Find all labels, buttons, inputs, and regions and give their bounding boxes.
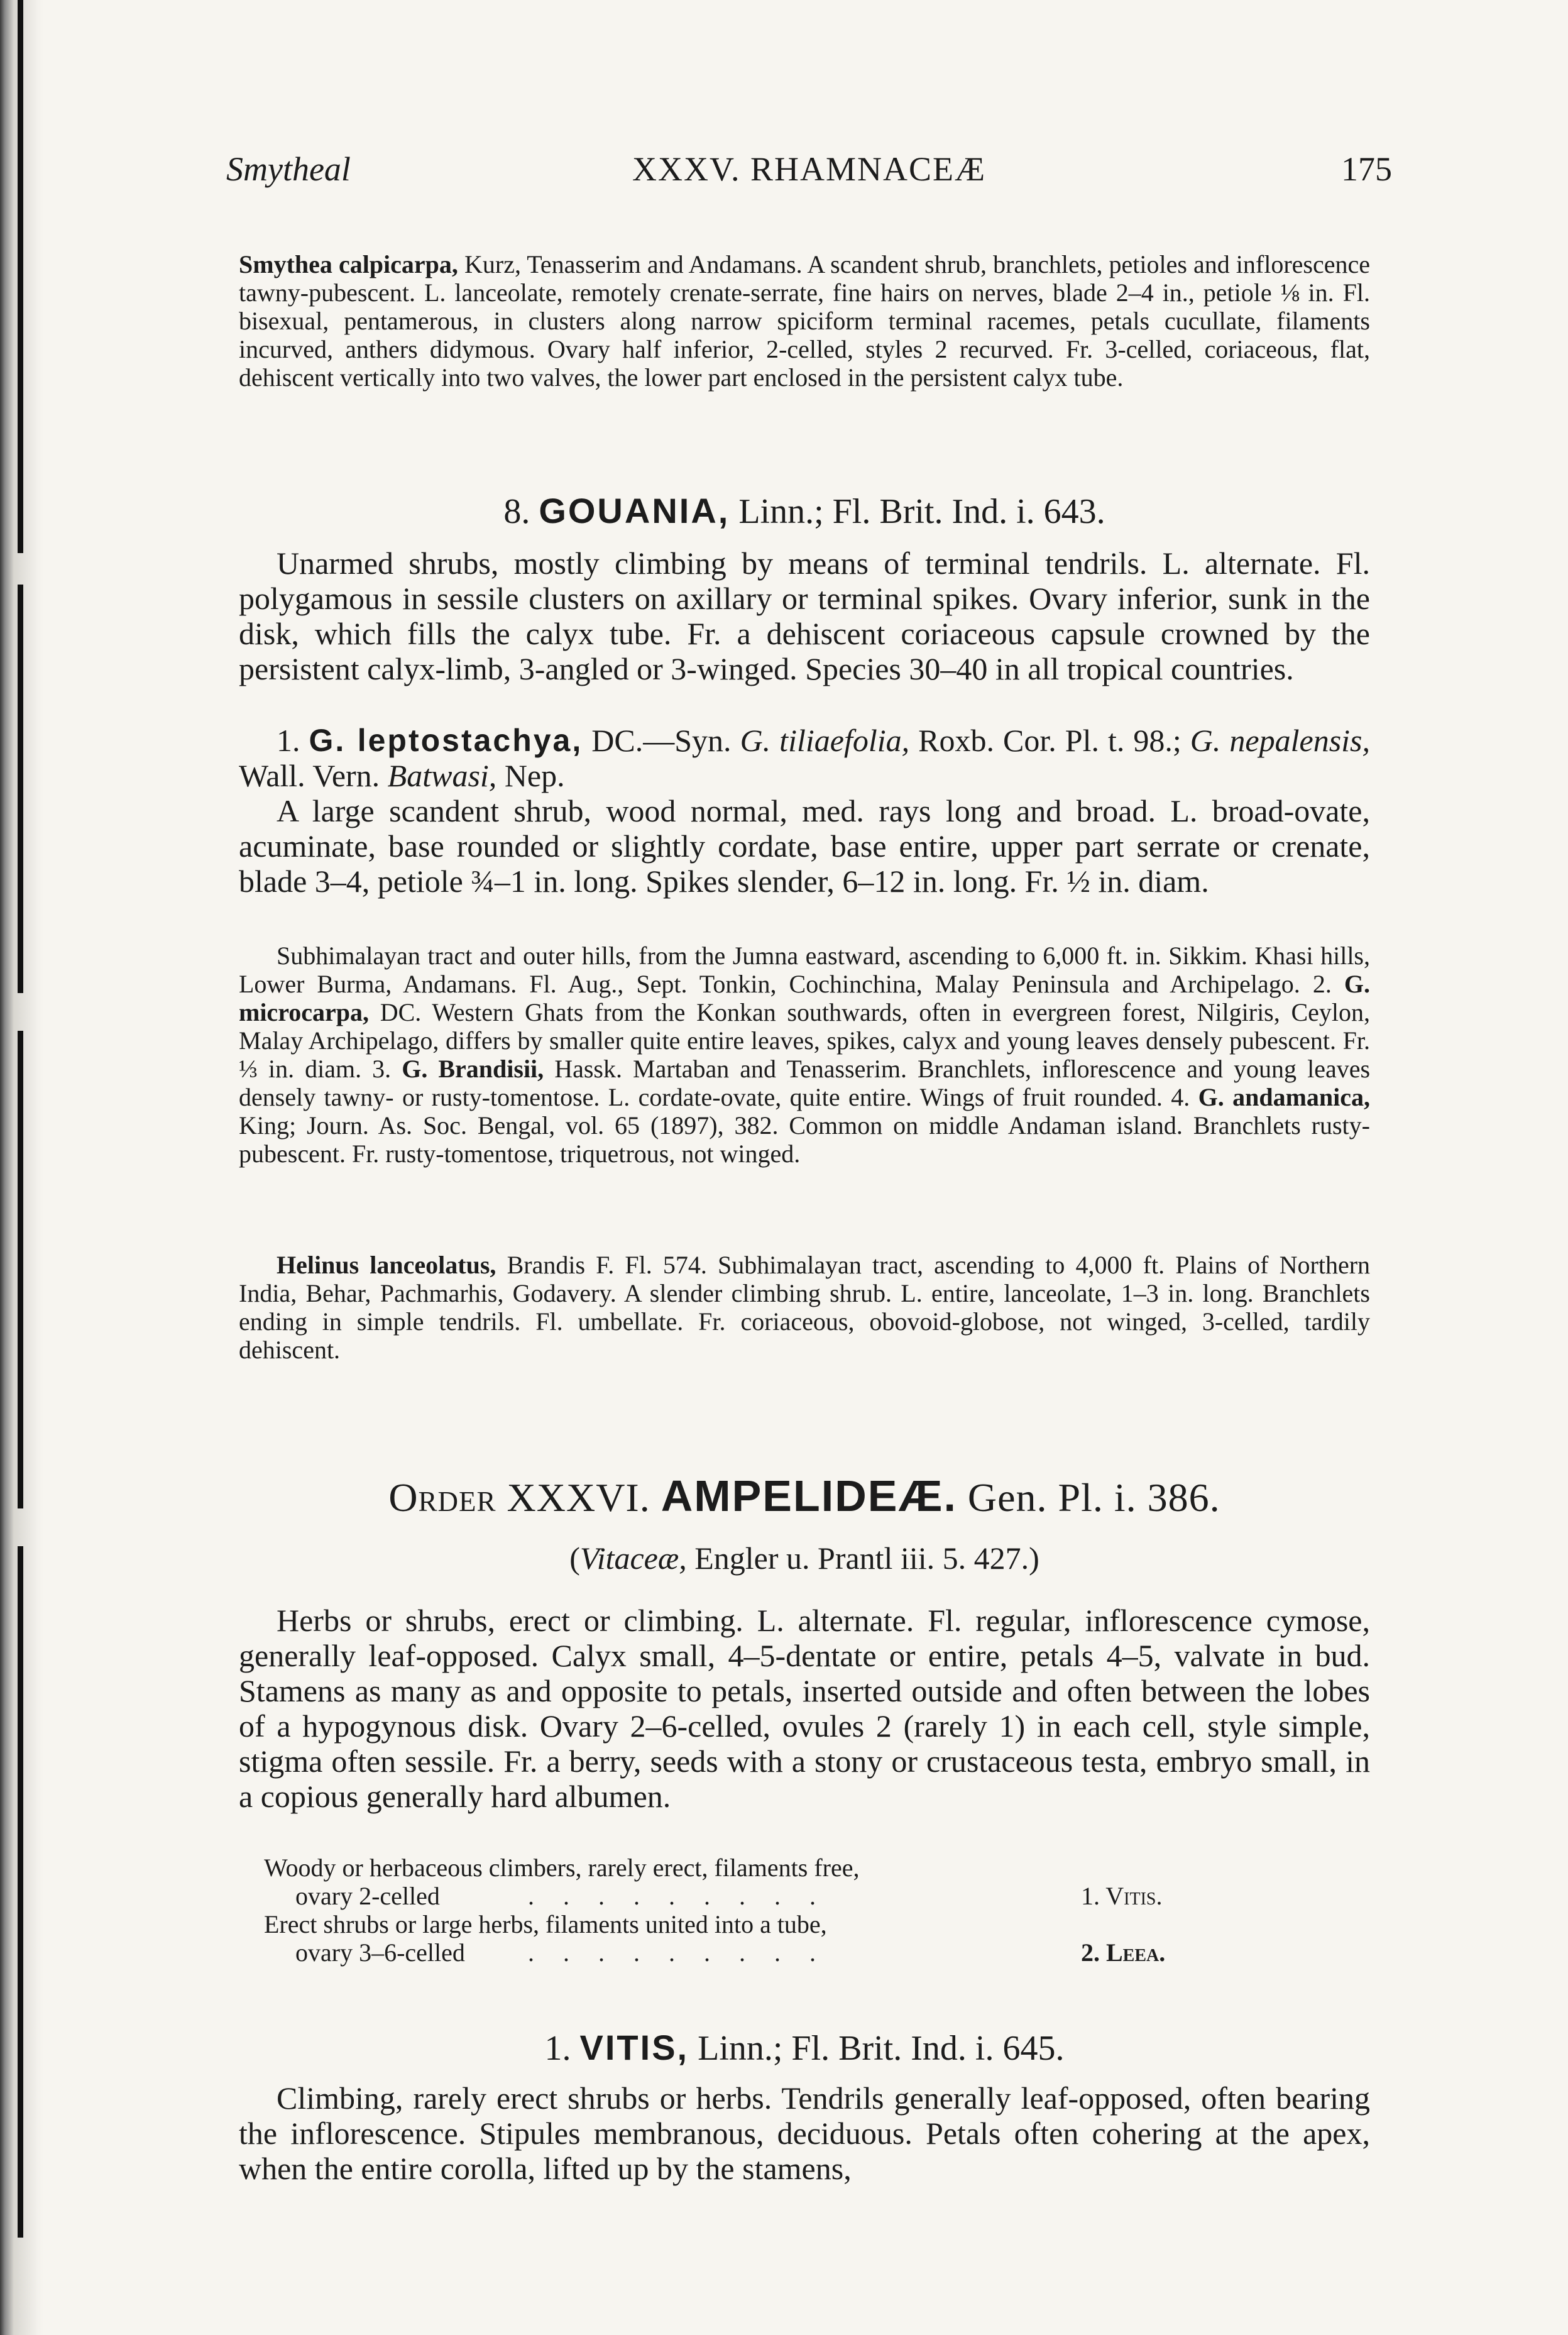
genus-description: Unarmed shrubs, mostly climbing by means of terminal tendrils. L. alternate. Fl. polygamous in sessile clusters on axillary or terminal spikes. Ovary inferior, sunk in the disk, which fills the calyx tube. Fr. a dehiscent coriaceous capsule crowned by the persistent calyx-limb, 3-angled or 3-winged. Species 30–40 in all tropical countries. bbox=[239, 546, 1370, 686]
key-entry-b bbox=[264, 1909, 1370, 1938]
genus-heading-gouania bbox=[239, 490, 1370, 532]
genus-reference: Linn.; Fl. Brit. Ind. i. 645. bbox=[698, 2029, 1065, 2068]
book-binding-edge bbox=[0, 0, 44, 2335]
species-name: Helinus lanceolatus, bbox=[277, 1251, 496, 1279]
order-description bbox=[239, 1603, 1370, 1814]
order-heading bbox=[239, 1471, 1370, 1521]
key-entry-b-cont bbox=[264, 1938, 1370, 1966]
species-leptostachya bbox=[239, 723, 1370, 899]
gouania-description bbox=[239, 546, 1370, 686]
species-authority: DC.—Syn. bbox=[591, 723, 732, 758]
species-number: 1. bbox=[277, 723, 300, 758]
synonym-name: Vitaceæ, bbox=[579, 1541, 687, 1576]
genus-reference: Linn.; Fl. Brit. Ind. i. 643. bbox=[738, 492, 1105, 531]
order-name: AMPELIDEÆ. bbox=[661, 1471, 957, 1520]
binding-rule bbox=[18, 1546, 23, 2238]
vitis-description bbox=[239, 2080, 1370, 2186]
synonym-reference: Wall. Vern. bbox=[239, 758, 380, 793]
species-text: Brandis F. Fl. 574. Subhimalayan tract, ascending to 4,000 ft. Plains of Northern India, Behar, Pachmarhis, Godavery. A slender climbing shrub. L. entire, lanceolate, 1–3 in. long. Branchlets ending in simple tendrils. Fl. umbellate. Fr. coriaceous, obovoid-globose, not winged, 3-celled, tardily dehiscent. bbox=[239, 1251, 1371, 1364]
genus-number: 1. bbox=[544, 2029, 571, 2068]
key-text: ovary 2-celled bbox=[295, 1882, 440, 1910]
genus-key bbox=[264, 1853, 1370, 1966]
species-name: G. Brandisii, bbox=[402, 1055, 544, 1083]
order-label: Order XXXVI. bbox=[388, 1475, 650, 1520]
binding-rule bbox=[18, 1031, 23, 1508]
genus-description: Climbing, rarely erect shrubs or herbs. Tendrils generally leaf-opposed, often bearing the inflorescence. Stipules membranous, deciduous. Petals often cohering at the apex, when the entire corolla, lifted up by the stamens, bbox=[239, 2080, 1370, 2186]
species-name: G. andamanica, bbox=[1198, 1083, 1371, 1111]
species-description: A large scandent shrub, wood normal, med. rays long and broad. L. broad-ovate, acuminate, base rounded or slightly cordate, base entire, upper part serrate or crenate, blade 3–4, petiole ¾–1 in. long. Spikes slender, 6–12 in. long. Fr. ½ in. diam. bbox=[239, 793, 1370, 899]
genus-heading-vitis bbox=[239, 2027, 1370, 2069]
header-family: XXXV. RHAMNACEÆ bbox=[632, 150, 987, 188]
key-dots: . . . . . . . . . bbox=[528, 1938, 827, 1967]
distribution-text: Subhimalayan tract and outer hills, from the Jumna eastward, ascending to 6,000 ft. in. Sikkim. Khasi hills, Lower Burma, Andamans. Fl. Aug., Sept. Tonkin, Cochinchina, Malay Peninsula and Archipelago. 2. bbox=[239, 942, 1370, 998]
key-dots: . . . . . . . . . bbox=[528, 1882, 827, 1910]
species-note: DC. Western Ghats from the Konkan southwards, often in evergreen forest, Nilgiris, Ceylon, Malay Archipelago, differs by smaller quite entire leaves, spikes, calyx and young leaves densely pubescent. Fr. ⅓ in. diam. 3. bbox=[239, 998, 1371, 1083]
species-name: G. leptostachya, bbox=[309, 723, 583, 758]
species-text: Kurz, Tenasserim and Andamans. A scandent shrub, branchlets, petioles and inflorescence tawny-pubescent. L. lanceolate, remotely crenate-serrate, fine hairs on nerves, blade 2–4 in., petiole ⅛ in. Fl. bisexual, pentamerous, in clusters along narrow spiciform terminal racemes, petals cucullate, filaments incurved, anthers didymous. Ovary half inferior, 2-celled, styles 2 recurved. Fr. 3-celled, coriaceous, flat, dehiscent vertically into two valves, the lower part enclosed in the persistent calyx tube. bbox=[239, 250, 1370, 392]
binding-rule bbox=[18, 0, 23, 553]
helinus-paragraph bbox=[239, 1251, 1370, 1364]
synonym-name: G. nepalensis, bbox=[1190, 723, 1371, 758]
key-entry-a-cont bbox=[264, 1881, 1370, 1909]
order-synonym: (Vitaceæ, Engler u. Prantl iii. 5. 427.) bbox=[569, 1541, 1039, 1576]
running-header bbox=[226, 150, 1392, 194]
species-note: King; Journ. As. Soc. Bengal, vol. 65 (1897), 382. Common on middle Andaman island. Branchlets rusty-pubescent. Fr. rusty-tomentose, triquetrous, not winged. bbox=[239, 1111, 1370, 1168]
species-name: G. microcarpa, bbox=[239, 970, 1370, 1026]
species-name: Smythea calpicarpa, bbox=[239, 250, 458, 278]
species-note: Hassk. Martaban and Tenasserim. Branchlets, inflorescence and young leaves densely tawny- or rusty-tomentose. L. cordate-ovate, quite entire. Wings of fruit rounded. 4. bbox=[239, 1055, 1371, 1111]
key-result: 2. Leea. bbox=[1081, 1938, 1166, 1967]
key-text: Woody or herbaceous climbers, rarely erect, filaments free, bbox=[264, 1854, 860, 1882]
key-entry-a bbox=[264, 1853, 1370, 1881]
vernacular-language: Nep. bbox=[504, 758, 565, 793]
leptostachya-notes bbox=[239, 942, 1370, 1168]
synonym-reference: Engler u. Prantl iii. 5. 427.) bbox=[694, 1541, 1039, 1576]
genus-number: 8. bbox=[503, 492, 530, 531]
key-text: Erect shrubs or large herbs, filaments united into a tube, bbox=[264, 1910, 827, 1938]
order-reference: Gen. Pl. i. 386. bbox=[967, 1475, 1220, 1520]
header-genus: Smytheal bbox=[226, 150, 351, 188]
smythea-paragraph bbox=[239, 250, 1370, 392]
synonym-reference: Roxb. Cor. Pl. t. 98.; bbox=[918, 723, 1181, 758]
synonym-name: G. tiliaefolia, bbox=[740, 723, 910, 758]
vernacular-name: Batwasi, bbox=[387, 758, 497, 793]
genus-name: VITIS, bbox=[579, 2028, 689, 2067]
binding-rule bbox=[18, 585, 23, 993]
key-text: ovary 3–6-celled bbox=[295, 1938, 465, 1967]
key-result: 1. Vitis. bbox=[1081, 1882, 1163, 1910]
page-number: 175 bbox=[1341, 150, 1392, 188]
family-description: Herbs or shrubs, erect or climbing. L. alternate. Fl. regular, inflorescence cymose, generally leaf-opposed. Calyx small, 4–5-dentate or entire, petals 4–5, valvate in bud. Stamens as many as and opposite to petals, inserted outside and often between the lobes of a hypogynous disk. Ovary 2–6-celled, ovules 2 (rarely 1) in each cell, style simple, stigma often sessile. Fr. a berry, seeds with a stony or crustaceous testa, embryo small, in a copious generally hard albumen. bbox=[239, 1603, 1370, 1814]
genus-name: GOUANIA, bbox=[539, 491, 730, 530]
